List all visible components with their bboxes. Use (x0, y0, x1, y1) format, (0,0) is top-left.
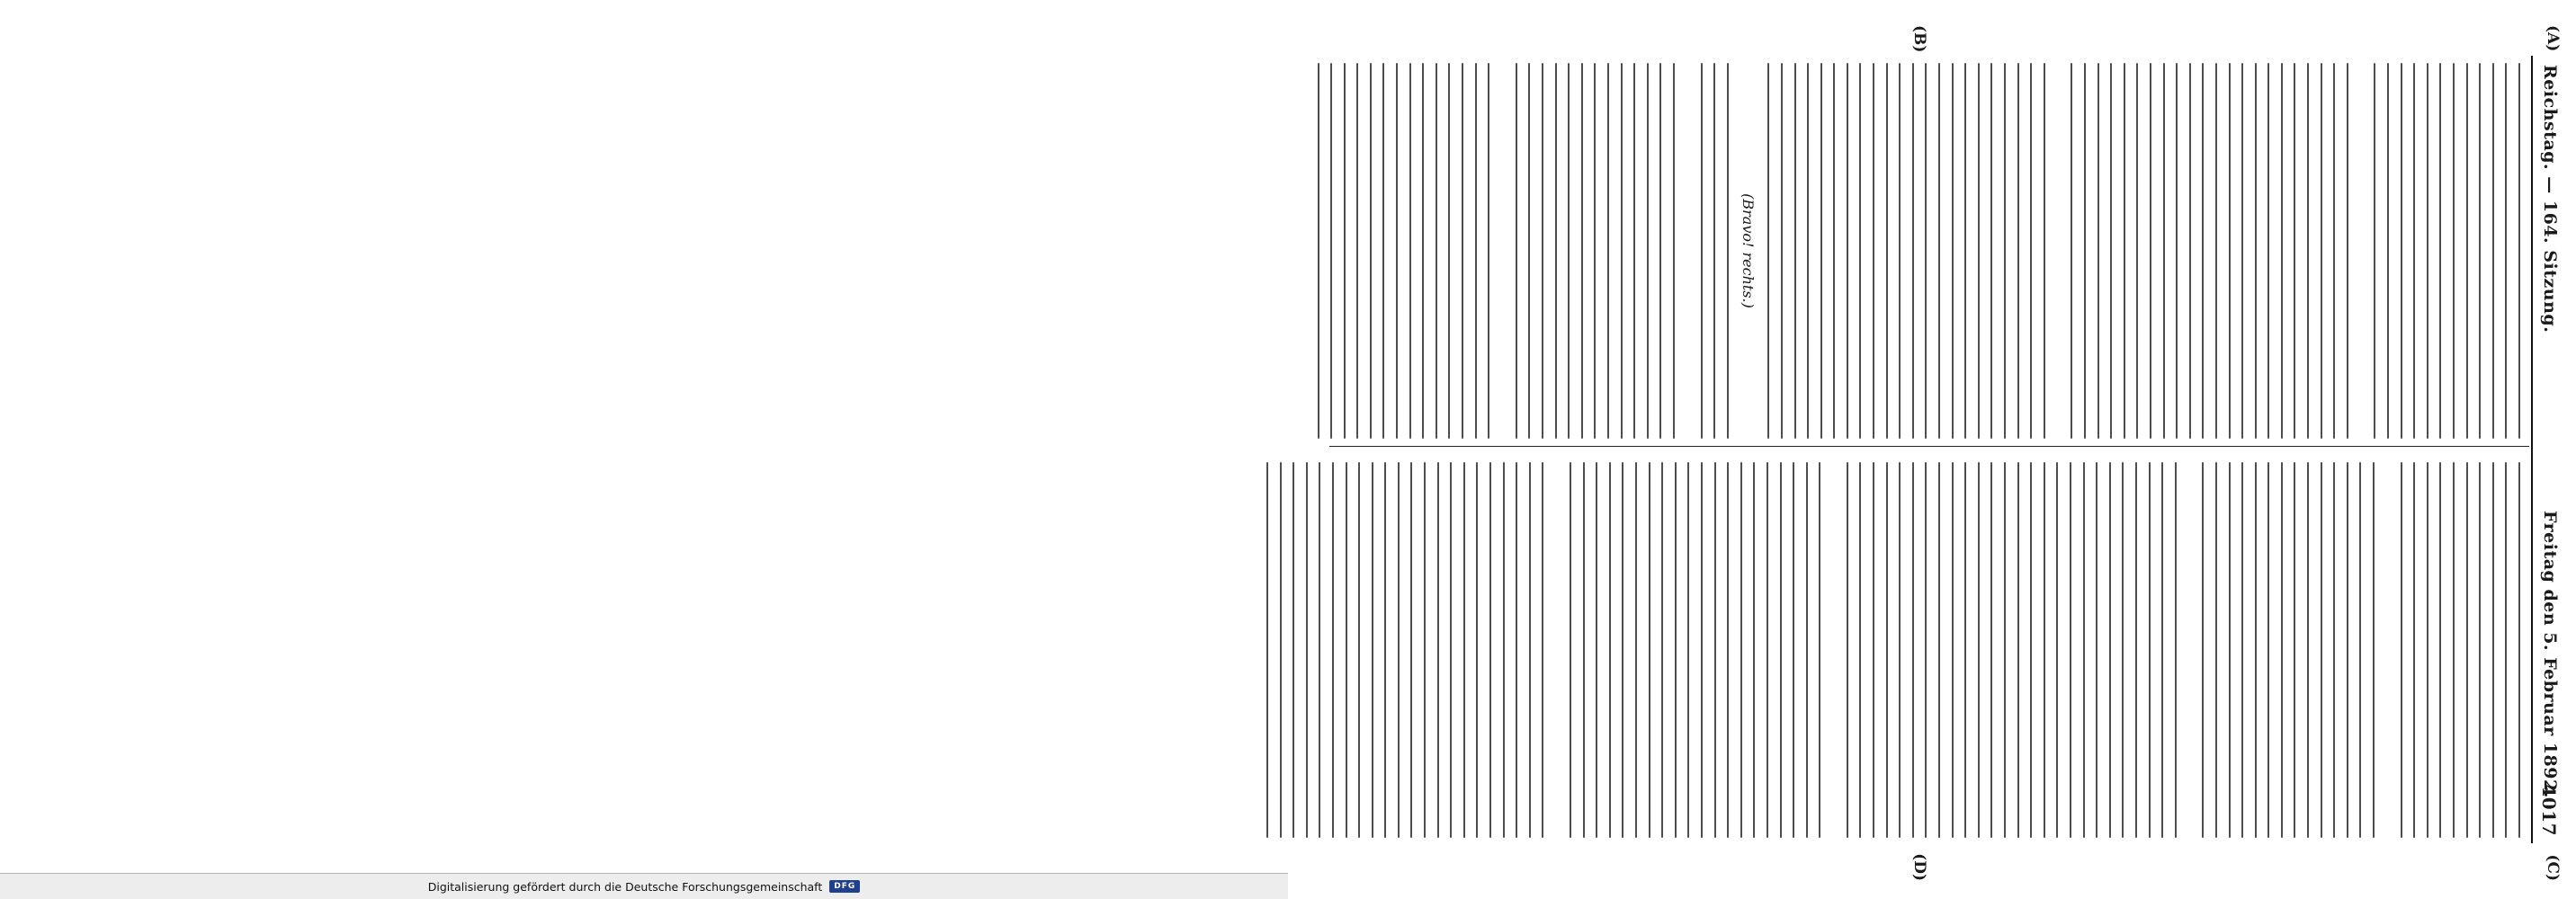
text-line (1767, 63, 1769, 439)
text-line (1489, 462, 1491, 838)
text-line (1978, 462, 1980, 838)
text-line (1727, 462, 1729, 838)
text-line (1503, 462, 1505, 838)
text-line (1633, 63, 1635, 439)
text-line (2241, 462, 2243, 838)
text-line (2030, 63, 2032, 439)
text-line (1899, 63, 1901, 439)
text-line (1528, 63, 1530, 439)
text-line (2096, 462, 2097, 838)
text-line (1266, 462, 1268, 838)
text-line (2135, 462, 2137, 838)
text-line (1714, 462, 1716, 838)
text-line (2321, 63, 2322, 439)
text-line (2505, 462, 2507, 838)
text-line (1319, 462, 1320, 838)
text-line (1659, 63, 1661, 439)
text-line (1886, 462, 1888, 838)
text-line (1780, 462, 1782, 838)
text-line (1583, 462, 1585, 838)
text-line (2333, 462, 2335, 838)
text-line (1437, 462, 1439, 838)
paragraph-gap (2177, 462, 2191, 838)
text-line (1820, 63, 1822, 439)
paragraph-gap (2375, 462, 2389, 838)
text-line (2176, 63, 2178, 439)
text-line (2044, 462, 2045, 838)
text-line (1370, 63, 1372, 439)
text-line (2413, 462, 2415, 838)
text-line (1422, 63, 1424, 439)
text-line (2374, 63, 2375, 439)
paragraph-gap (1489, 63, 1504, 439)
text-line (1356, 63, 1358, 439)
text-line (2294, 63, 2296, 439)
text-line (2427, 63, 2428, 439)
text-line (1462, 63, 1463, 439)
text-line (1925, 462, 1927, 838)
text-line (1488, 63, 1489, 439)
text-line (1767, 462, 1768, 838)
margin-mark-d: (D) (1910, 853, 1928, 881)
text-line (1516, 63, 1517, 439)
header-right-title: Freitag den 5. Februar 1892. (2540, 511, 2560, 798)
text-line (1396, 63, 1398, 439)
text-line (1701, 462, 1703, 838)
text-line (1609, 462, 1611, 838)
paragraph-gap (2045, 63, 2060, 439)
dfg-logo-icon: DFG (829, 880, 860, 893)
text-line (2307, 63, 2309, 439)
text-line (2427, 462, 2428, 838)
text-line (2347, 63, 2348, 439)
text-line (2479, 462, 2481, 838)
text-line (1687, 462, 1689, 838)
text-line (2175, 462, 2177, 838)
text-line (1596, 462, 1597, 838)
text-line (2004, 462, 2006, 838)
text-line (1793, 462, 1794, 838)
text-line (2347, 462, 2348, 838)
text-line (1873, 462, 1874, 838)
text-line (2202, 63, 2204, 439)
text-line (1621, 63, 1623, 439)
text-line (1807, 63, 1809, 439)
text-line (1661, 462, 1663, 838)
text-line (1424, 462, 1426, 838)
text-line (2281, 462, 2283, 838)
text-line (2401, 63, 2402, 439)
text-line (2413, 63, 2415, 439)
paragraph-gap (2348, 63, 2363, 439)
text-line (2439, 462, 2441, 838)
text-line (1398, 462, 1400, 838)
text-line (1649, 462, 1650, 838)
text-line (2466, 63, 2468, 439)
text-line (1952, 462, 1954, 838)
text-line (1647, 63, 1649, 439)
credit-text: Digitalisierung gefördert durch die Deutsche Forschungsgemeinschaft (427, 879, 823, 894)
text-line (2110, 63, 2112, 439)
text-line (1344, 63, 1346, 439)
text-line (1886, 63, 1888, 439)
text-line (2017, 462, 2019, 838)
text-line (2466, 462, 2468, 838)
text-line (1806, 462, 1808, 838)
text-line (1873, 63, 1874, 439)
text-line (1570, 462, 1571, 838)
text-line (1847, 63, 1848, 439)
text-line (2109, 462, 2111, 838)
text-line (2124, 63, 2125, 439)
text-line (2307, 462, 2309, 838)
text-line (1912, 63, 1914, 439)
text-line (1912, 462, 1914, 838)
text-line (1753, 462, 1755, 838)
text-line (2071, 63, 2072, 439)
text-line (1409, 63, 1411, 439)
text-line (2518, 462, 2520, 838)
text-line (2044, 63, 2045, 439)
text-line (1358, 462, 1360, 838)
text-line (2387, 63, 2389, 439)
page-number: 4017 (2538, 784, 2560, 836)
text-line (1475, 63, 1477, 439)
text-line (1727, 63, 1729, 439)
text-line (1990, 63, 1992, 439)
text-line (2189, 63, 2191, 439)
text-line (1964, 462, 1966, 838)
text-line (2479, 63, 2481, 439)
paragraph-gap (1543, 462, 1558, 838)
column-divider (1329, 446, 2529, 447)
digitization-credit (0, 873, 1288, 899)
text-line (1781, 63, 1783, 439)
text-line (2161, 462, 2163, 838)
text-line (1542, 63, 1543, 439)
text-line (1964, 63, 1966, 439)
header-left-title: Reichstag. — 164. Sitzung. (2540, 65, 2560, 334)
text-line (2401, 462, 2402, 838)
text-line (1448, 63, 1450, 439)
left-column (1360, 63, 2520, 439)
text-line (2453, 462, 2455, 838)
text-line (2229, 63, 2231, 439)
margin-mark-b: (B) (1910, 25, 1928, 53)
text-line (2505, 63, 2507, 439)
text-line (1833, 63, 1835, 439)
text-line (2083, 462, 2085, 838)
text-line (1701, 63, 1703, 439)
text-line (1581, 63, 1583, 439)
text-line (2518, 63, 2520, 439)
text-line (2241, 63, 2243, 439)
text-line (1594, 63, 1596, 439)
right-column-text (1360, 462, 2520, 838)
text-line (1384, 462, 1386, 838)
text-line (1607, 63, 1609, 439)
text-line (2373, 462, 2375, 838)
text-line (1280, 462, 1282, 838)
right-column (1360, 462, 2520, 838)
text-line (1436, 63, 1437, 439)
text-line (1383, 63, 1385, 439)
text-line (1925, 63, 1927, 439)
text-line (1450, 462, 1452, 838)
text-line (2439, 63, 2441, 439)
text-line (2255, 462, 2257, 838)
running-header (2535, 65, 2565, 836)
text-line (2321, 462, 2322, 838)
text-line (2017, 63, 2019, 439)
text-line (1622, 462, 1623, 838)
text-line (1292, 462, 1294, 838)
text-line (1555, 63, 1557, 439)
text-line (2281, 63, 2283, 439)
text-line (1372, 462, 1373, 838)
text-line (2030, 462, 2032, 838)
text-line (2229, 462, 2231, 838)
text-line (1568, 63, 1570, 439)
text-line (1675, 462, 1677, 838)
text-line (1635, 462, 1637, 838)
interjection-bravo: (Bravo! rechts.) (1739, 193, 1757, 308)
text-line (1819, 462, 1820, 838)
text-line (1516, 462, 1517, 838)
margin-mark-c: (C) (2544, 854, 2562, 881)
text-line (1794, 63, 1796, 439)
document-page (1288, 0, 2576, 899)
text-line (1332, 462, 1334, 838)
text-line (2359, 462, 2361, 838)
text-line (2122, 462, 2124, 838)
page-content (1288, 0, 2576, 899)
text-line (1346, 462, 1347, 838)
text-line (1713, 63, 1715, 439)
text-line (1952, 63, 1954, 439)
text-line (1411, 462, 1413, 838)
text-line (2215, 63, 2217, 439)
text-line (1529, 462, 1531, 838)
paragraph-gap (1675, 63, 1689, 439)
text-line (1740, 462, 1742, 838)
text-line (2267, 63, 2269, 439)
text-line (2215, 462, 2217, 838)
text-line (2004, 63, 2006, 439)
text-line (1860, 462, 1862, 838)
text-line (2070, 462, 2071, 838)
text-line (1990, 462, 1992, 838)
text-line (2453, 63, 2455, 439)
text-line (2149, 462, 2151, 838)
text-line (1318, 63, 1319, 439)
margin-mark-a: (A) (2544, 25, 2562, 52)
text-line (1463, 462, 1465, 838)
text-line (1330, 63, 1332, 439)
text-line (2492, 462, 2494, 838)
text-line (2267, 462, 2269, 838)
text-line (2294, 462, 2296, 838)
text-line (1306, 462, 1308, 838)
text-line (2097, 63, 2099, 439)
text-line (1978, 63, 1980, 439)
text-line (2150, 63, 2151, 439)
text-line (2136, 63, 2138, 439)
text-line (1899, 462, 1901, 838)
text-line (1860, 63, 1862, 439)
text-line (1673, 63, 1675, 439)
header-rule (2531, 56, 2533, 843)
paragraph-gap (1820, 462, 1835, 838)
text-line (1476, 462, 1478, 838)
text-line (2255, 63, 2257, 439)
text-line (1847, 462, 1848, 838)
text-line (2163, 63, 2165, 439)
left-column-text (1360, 63, 2520, 439)
text-line (2333, 63, 2335, 439)
text-line (2492, 63, 2494, 439)
text-line (1938, 462, 1940, 838)
text-line (1938, 63, 1940, 439)
text-line (2202, 462, 2204, 838)
text-line (2084, 63, 2086, 439)
text-line (2056, 462, 2058, 838)
